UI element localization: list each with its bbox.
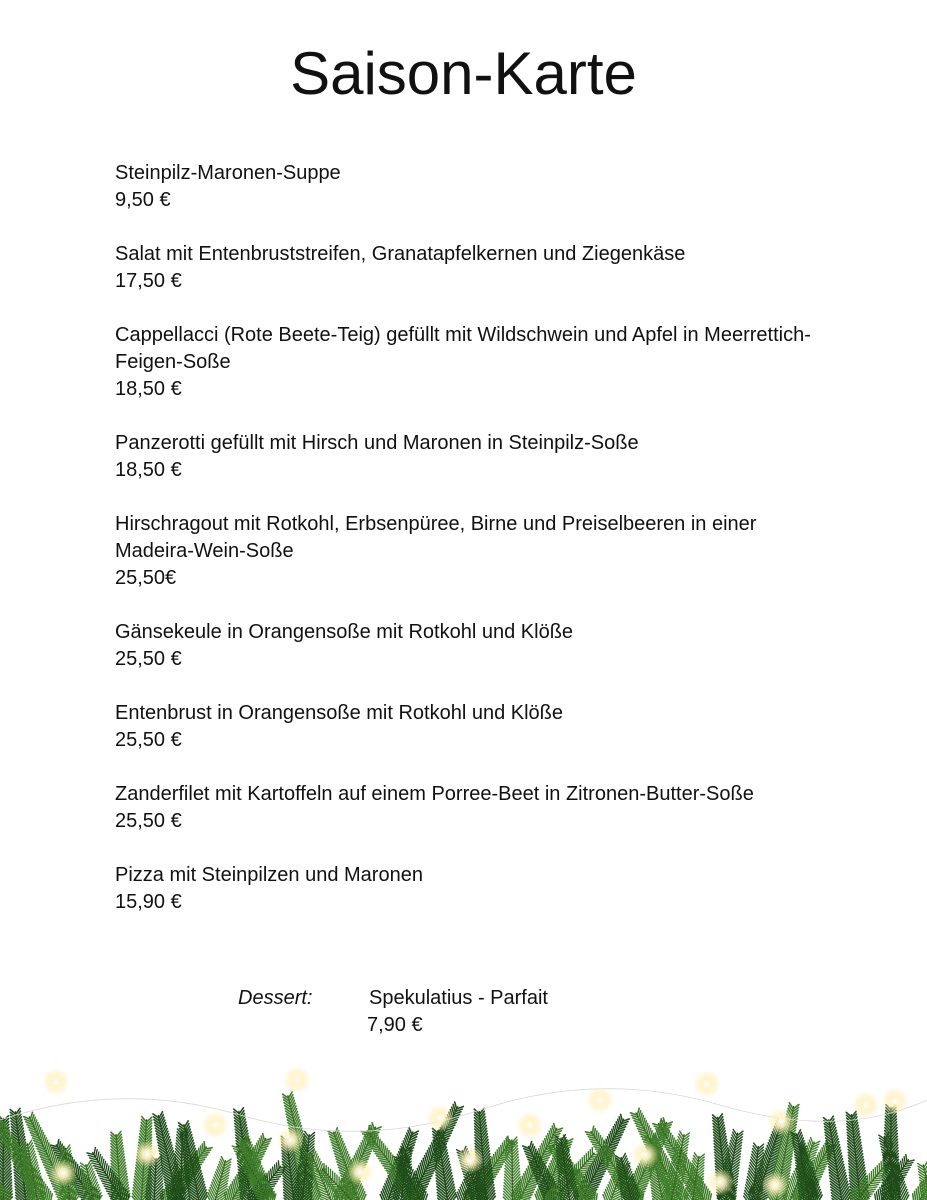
menu-item-name: Gänsekeule in Orangensoße mit Rotkohl und Klöße — [115, 621, 574, 643]
pine-branch — [744, 1143, 764, 1200]
fairy-light-bulb — [631, 1141, 659, 1169]
menu-item-name: Zanderfilet mit Kartoffeln auf einem Porree-Beet in Zitronen-Butter-Soße — [115, 783, 754, 805]
menu-item — [115, 700, 835, 754]
menu-item — [115, 781, 835, 835]
fairy-light-bulb — [283, 1066, 311, 1094]
menu-item-price: 25,50 € — [115, 648, 182, 670]
pine-branch — [111, 1132, 130, 1200]
fairy-light-bulb — [767, 1108, 795, 1136]
fairy-light-bulb — [49, 1159, 77, 1187]
menu-item-name: Panzerotti gefüllt mit Hirsch und Maronen in Steinpilz-Soße — [115, 432, 639, 454]
menu-item-name: Salat mit Entenbruststreifen, Granatapfelkernen und Ziegenkäse — [115, 243, 686, 265]
fairy-light-bulb — [42, 1068, 70, 1096]
fairy-light-bulb — [852, 1091, 880, 1119]
menu-item — [115, 511, 835, 592]
fairy-light-bulb — [706, 1168, 734, 1196]
fairy-light-bulb — [276, 1126, 304, 1154]
menu-item — [115, 322, 835, 403]
menu-list — [115, 160, 835, 943]
dessert-label: Dessert: — [238, 987, 313, 1009]
menu-item-price: 9,50 € — [115, 189, 171, 211]
pine-garland-decoration — [0, 1060, 927, 1200]
fairy-light-bulb — [761, 1171, 789, 1199]
menu-item-name: Pizza mit Steinpilzen und Maronen — [115, 864, 423, 886]
fairy-light-bulb — [346, 1158, 374, 1186]
page-title: Saison-Karte — [290, 40, 637, 107]
pine-branch — [824, 1116, 851, 1200]
menu-item — [115, 160, 835, 214]
fairy-light-bulb — [201, 1111, 229, 1139]
menu-item-price: 25,50€ — [115, 567, 177, 589]
menu-item-price: 18,50 € — [115, 459, 182, 481]
fairy-light-bulb — [426, 1104, 454, 1132]
menu-item-price: 18,50 € — [115, 378, 182, 400]
fairy-light-bulb — [693, 1070, 721, 1098]
menu-item-price: 17,50 € — [115, 270, 182, 292]
fairy-light-bulb — [516, 1111, 544, 1139]
menu-item — [115, 430, 835, 484]
fairy-light-bulb — [133, 1140, 161, 1168]
dessert-price: 7,90 € — [367, 1014, 423, 1036]
menu-item-name: Cappellacci (Rote Beete-Teig) gefüllt mit Wildschwein und Apfel in Meerrettich-Feigen-Soße — [115, 324, 811, 373]
fairy-light-bulb — [456, 1146, 484, 1174]
dessert-name: Spekulatius - Parfait — [369, 987, 548, 1009]
fairy-light-bulb — [881, 1087, 909, 1115]
menu-item-name: Entenbrust in Orangensoße mit Rotkohl und Klöße — [115, 702, 564, 724]
menu-item-price: 15,90 € — [115, 891, 182, 913]
menu-item-price: 25,50 € — [115, 810, 182, 832]
menu-item-name: Steinpilz-Maronen-Suppe — [115, 162, 341, 184]
menu-item-name: Hirschragout mit Rotkohl, Erbsenpüree, Birne und Preiselbeeren in einer Madeira-Wein-Soße — [115, 513, 757, 562]
menu-item — [115, 862, 835, 916]
fairy-light-bulb — [586, 1086, 614, 1114]
menu-item-price: 25,50 € — [115, 729, 182, 751]
menu-item — [115, 619, 835, 673]
menu-item — [115, 241, 835, 295]
